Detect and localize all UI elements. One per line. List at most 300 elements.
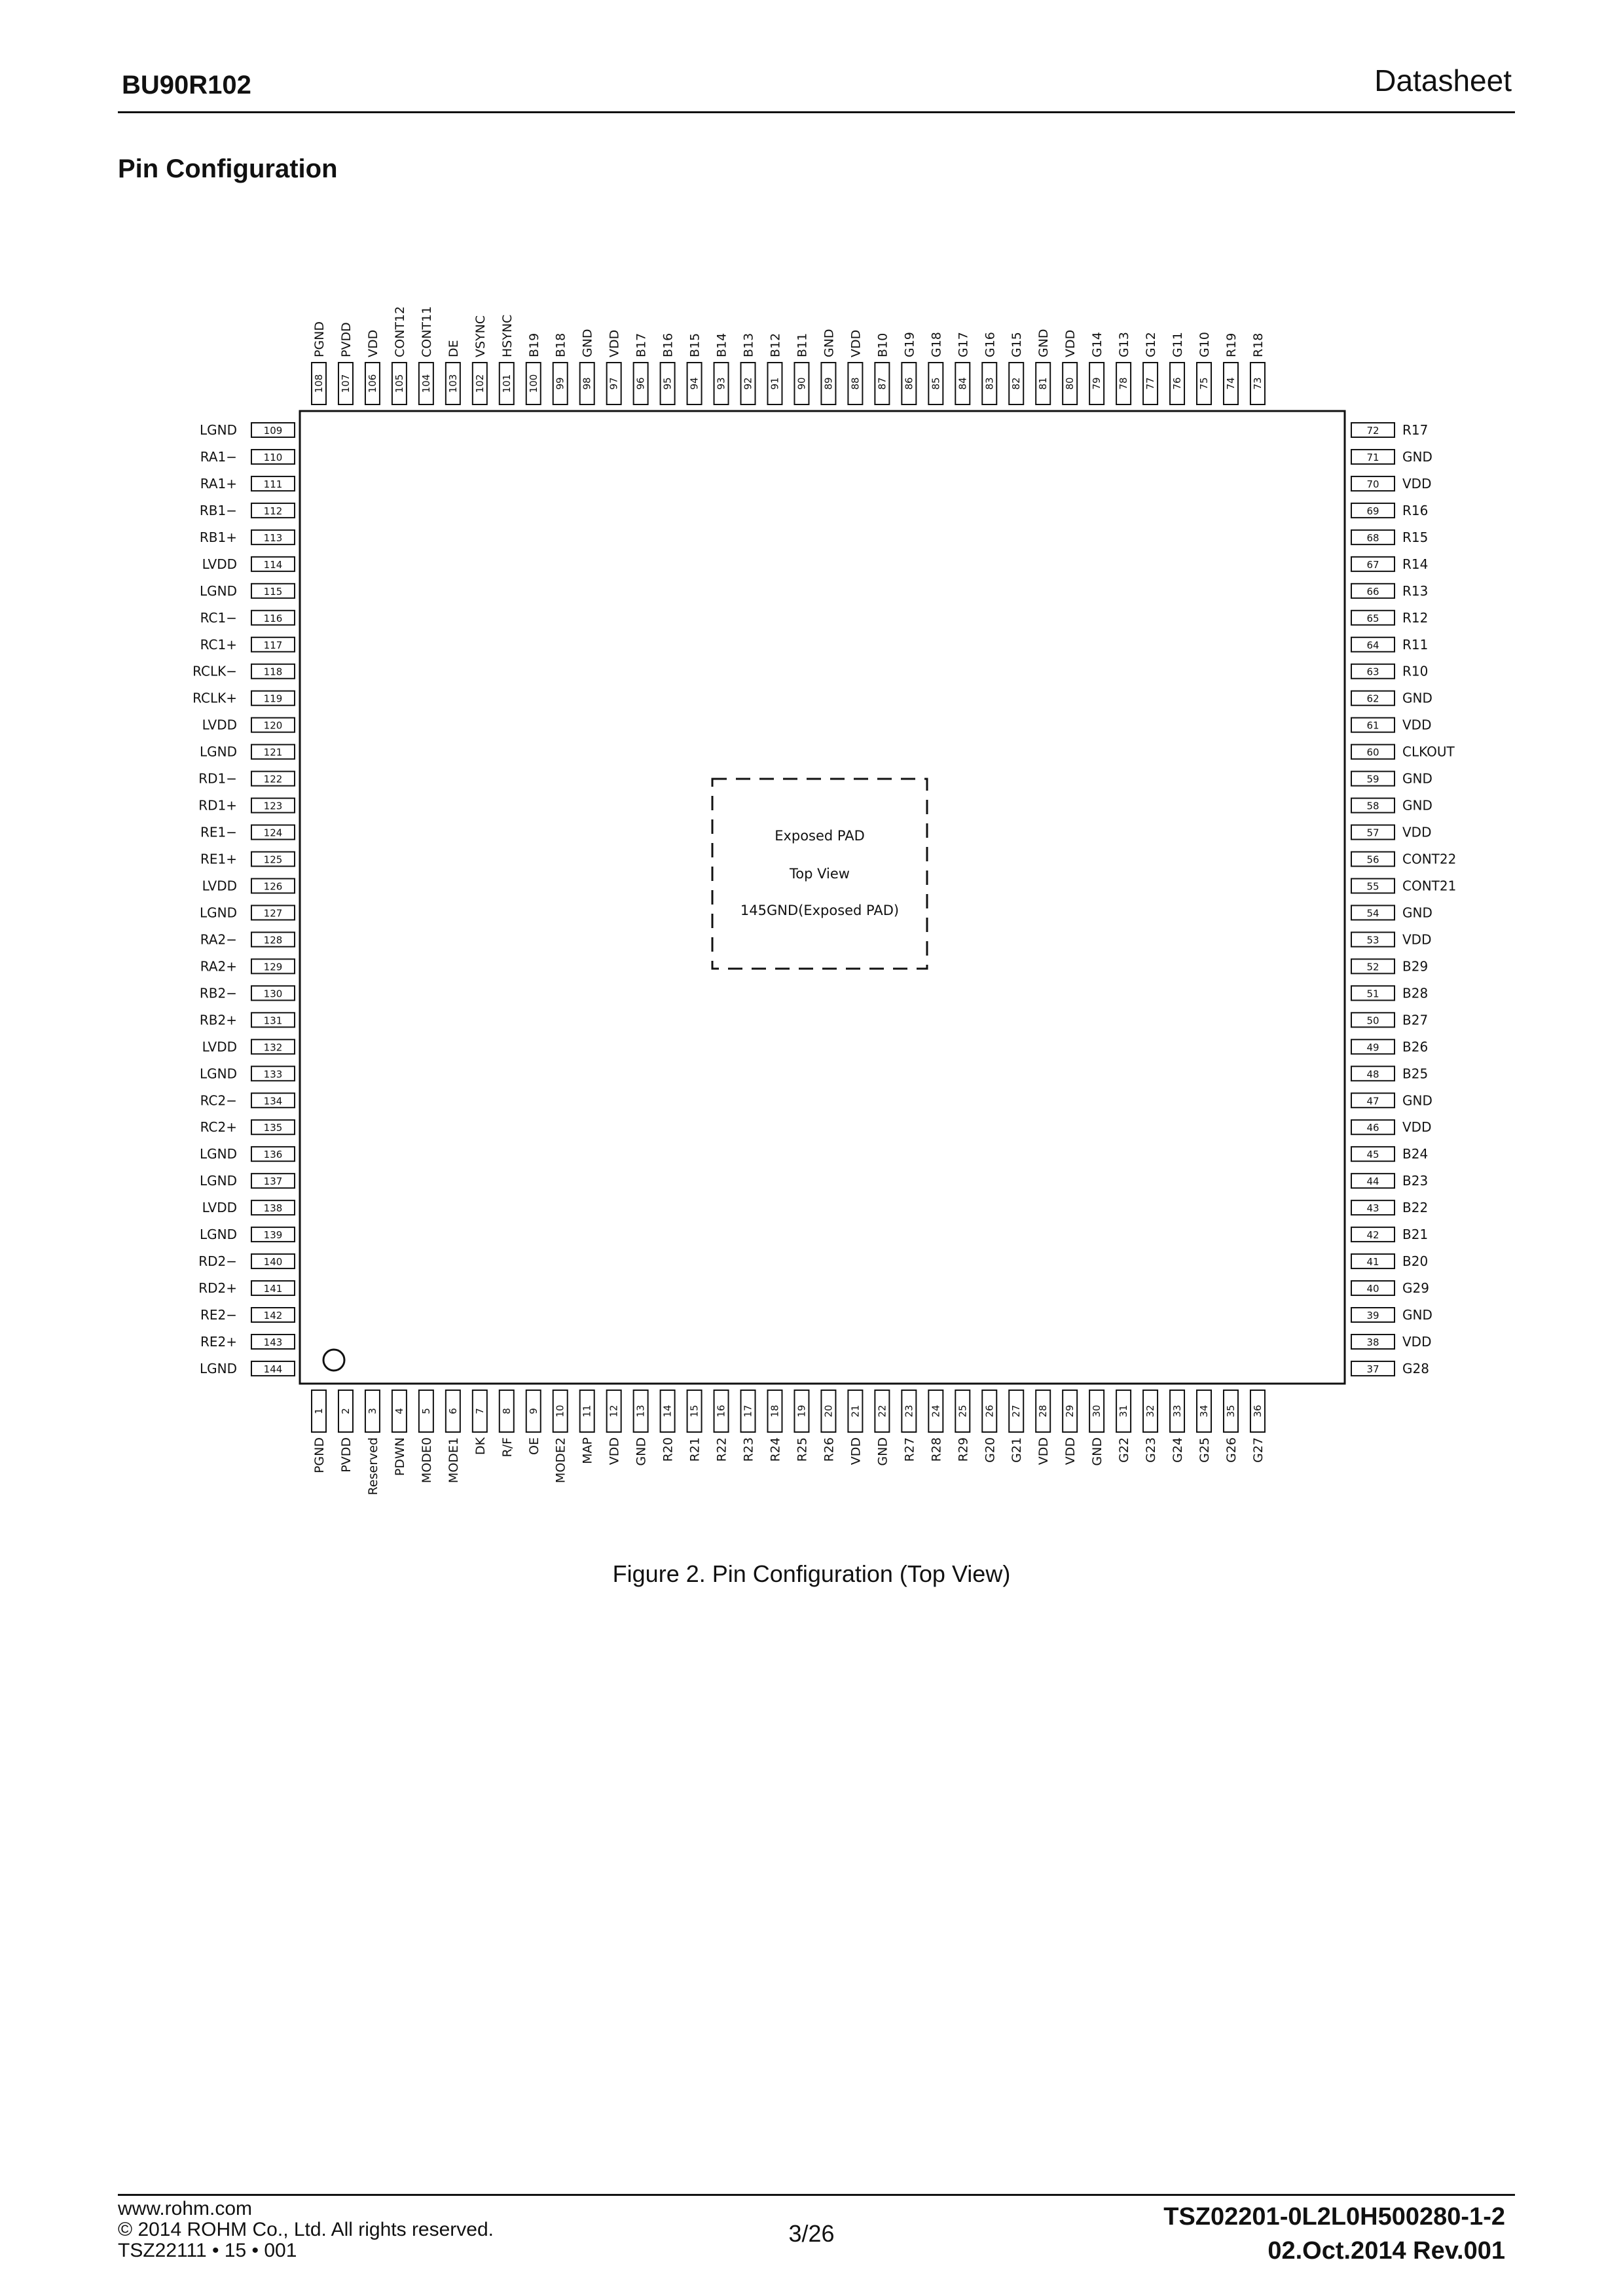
pin-77 [1143, 332, 1158, 404]
pin-name: G25 [1197, 1437, 1213, 1463]
pin-number: 93 [715, 377, 727, 390]
pin-name: PVDD [338, 1437, 354, 1473]
pin-81 [1036, 329, 1051, 404]
pin-90 [794, 333, 809, 404]
pin-name: RB2− [199, 985, 237, 1001]
pin-54 [1351, 905, 1432, 920]
pin-number: 13 [634, 1405, 647, 1418]
pin-59 [1351, 771, 1432, 787]
pin-name: R29 [956, 1437, 971, 1462]
pin-name: B26 [1402, 1039, 1429, 1055]
pin-name: RD1+ [198, 797, 237, 814]
pin-65 [1351, 610, 1428, 626]
pin-number: 108 [313, 374, 325, 393]
pin-number: 88 [849, 377, 862, 390]
pin-number: 24 [930, 1405, 942, 1418]
pin-name: MODE1 [446, 1437, 461, 1484]
pin-number: 129 [263, 961, 283, 973]
pin-64 [1351, 637, 1428, 653]
pin-60 [1351, 744, 1455, 760]
pin-number: 41 [1366, 1256, 1379, 1268]
pin-72 [1351, 422, 1428, 438]
pin-number: 27 [1010, 1405, 1023, 1418]
pin-number: 84 [957, 377, 969, 390]
pin-134 [200, 1092, 295, 1108]
pin-42 [1351, 1227, 1428, 1242]
pin-49 [1351, 1039, 1428, 1054]
pin-number: 3 [366, 1408, 378, 1414]
pin-56 [1351, 852, 1456, 867]
pin-name: GND [634, 1437, 649, 1466]
pin-number: 73 [1251, 377, 1264, 390]
pin-1 [312, 1390, 327, 1473]
pin-number: 43 [1366, 1202, 1379, 1215]
pin-35 [1224, 1390, 1239, 1463]
pin-name: R/F [500, 1437, 515, 1458]
pin-name: LVDD [202, 1200, 237, 1216]
pin-78 [1116, 332, 1131, 404]
pin-name: VDD [1402, 824, 1432, 840]
doc-number: TSZ02201-0L2L0H500280-1-2 [1163, 2203, 1505, 2231]
pin-99 [553, 333, 568, 404]
pin-111 [200, 476, 295, 492]
pin-3 [365, 1390, 380, 1495]
pin-name: B10 [875, 332, 890, 357]
pin-number: 103 [447, 374, 459, 393]
pin-6 [446, 1390, 461, 1483]
pin-51 [1351, 985, 1428, 1001]
pin-name: G12 [1144, 332, 1159, 357]
pin-number: 31 [1118, 1405, 1130, 1418]
pin-name: R10 [1402, 663, 1429, 679]
pin-name: R26 [822, 1437, 837, 1462]
pin-45 [1351, 1146, 1428, 1162]
pin-name: VDD [1063, 329, 1078, 357]
pin-number: 123 [263, 800, 283, 812]
pin-name: R27 [902, 1437, 917, 1462]
pin-98 [580, 329, 595, 404]
pin-37 [1351, 1361, 1429, 1376]
pin-number: 26 [983, 1405, 996, 1418]
pin-9 [526, 1390, 541, 1455]
pin-number: 140 [263, 1256, 283, 1268]
pin-14 [661, 1390, 676, 1462]
pin-23 [902, 1390, 917, 1462]
pin-number: 29 [1064, 1405, 1076, 1418]
pin-119 [192, 691, 295, 706]
pin-number: 15 [688, 1405, 701, 1418]
pin-number: 83 [983, 377, 996, 390]
pin-name: G22 [1117, 1437, 1132, 1463]
pin-number: 18 [769, 1405, 781, 1418]
pin-96 [634, 333, 649, 404]
pin-17 [741, 1390, 756, 1462]
pin-26 [982, 1390, 997, 1463]
pin-number: 61 [1366, 719, 1379, 732]
pin-58 [1351, 798, 1432, 814]
pin-name: PVDD [338, 322, 354, 357]
pin-75 [1197, 332, 1212, 404]
pin-number: 44 [1366, 1175, 1379, 1188]
pin-40 [1351, 1280, 1429, 1296]
pin-122 [198, 771, 295, 787]
pin-name: GND [875, 1437, 890, 1466]
pin-name: B12 [768, 332, 783, 357]
pin-number: 89 [822, 377, 835, 390]
pin-number: 91 [769, 377, 781, 390]
pin-name: R23 [741, 1437, 756, 1462]
pin-name: GND [1402, 448, 1432, 465]
pin-number: 30 [1091, 1405, 1103, 1418]
pin-name: RE1+ [200, 851, 237, 867]
pin-number: 139 [263, 1229, 283, 1242]
pin-name: B14 [714, 332, 729, 357]
pin-142 [200, 1307, 295, 1323]
pin-name: G17 [956, 332, 971, 357]
pin-number: 54 [1366, 907, 1379, 920]
pin-number: 55 [1366, 880, 1379, 893]
pin-number: 135 [263, 1122, 283, 1134]
pin-number: 46 [1366, 1122, 1379, 1134]
pin-number: 110 [263, 451, 283, 463]
pin-name: G16 [983, 332, 998, 357]
pin-137 [200, 1173, 295, 1189]
pin-number: 111 [263, 478, 283, 490]
pin-number: 51 [1366, 988, 1379, 1000]
pin-number: 8 [500, 1408, 513, 1414]
pin-144 [200, 1361, 295, 1376]
pin-number: 62 [1366, 692, 1379, 705]
pin-name: R14 [1402, 556, 1429, 572]
pin-133 [200, 1066, 295, 1081]
pins-bottom-group [312, 1390, 1266, 1495]
pin-name: CONT22 [1402, 851, 1457, 867]
pin-100 [526, 333, 541, 404]
pin-name: B16 [661, 332, 676, 357]
pin-name: G14 [1090, 332, 1105, 357]
pin-name: VSYNC [473, 315, 488, 357]
pin-33 [1170, 1390, 1185, 1463]
pin-name: R17 [1402, 422, 1429, 438]
pin-name: LVDD [202, 556, 237, 572]
pin-87 [875, 333, 890, 404]
pin-number: 65 [1366, 612, 1379, 624]
pin-12 [607, 1390, 622, 1465]
pin-name: GND [1402, 905, 1432, 921]
pin-22 [875, 1390, 890, 1466]
pin-number: 38 [1366, 1336, 1379, 1348]
pin-number: 42 [1366, 1229, 1379, 1242]
pin-71 [1351, 449, 1432, 465]
pin-number: 7 [473, 1408, 486, 1414]
pin-number: 25 [957, 1405, 969, 1418]
pin-97 [607, 330, 622, 404]
pin-name: R15 [1402, 529, 1429, 545]
pin-name: RD2− [198, 1253, 237, 1270]
pin-70 [1351, 476, 1431, 492]
pin-number: 120 [263, 719, 283, 732]
pin-number: 137 [263, 1175, 283, 1188]
pin-128 [200, 931, 295, 947]
pin-number: 78 [1118, 377, 1130, 390]
pin-86 [902, 332, 917, 404]
pin-name: RD2+ [198, 1280, 237, 1297]
pin-number: 124 [263, 827, 283, 839]
pin-38 [1351, 1334, 1431, 1350]
pin-name: VDD [607, 1437, 622, 1465]
ic-package-body [300, 411, 1345, 1384]
pin-number: 40 [1366, 1283, 1379, 1295]
pin-91 [767, 333, 782, 404]
pin-name: RE1− [200, 824, 237, 840]
pin-name: CONT11 [419, 306, 434, 357]
pin-name: G10 [1197, 332, 1213, 357]
pin-127 [200, 905, 295, 920]
pin-73 [1250, 333, 1266, 404]
pin-41 [1351, 1253, 1428, 1269]
pin-number: 9 [527, 1408, 539, 1414]
pin-name: B29 [1402, 958, 1429, 975]
pin-name: R28 [929, 1437, 944, 1462]
pin-106 [365, 330, 380, 404]
pin-name: B15 [687, 332, 702, 357]
pin-name: MAP [580, 1437, 595, 1464]
pin-name: G20 [983, 1437, 998, 1463]
pin-31 [1116, 1390, 1131, 1463]
pin-name: RA1− [200, 448, 237, 465]
pin-69 [1351, 503, 1428, 518]
pin-name: HSYNC [500, 314, 515, 357]
pin-name: VDD [1402, 475, 1432, 492]
pin-number: 141 [263, 1283, 283, 1295]
pin-4 [392, 1390, 407, 1476]
pin-number: 23 [903, 1405, 915, 1418]
pin-name: B24 [1402, 1146, 1429, 1162]
pin-name: RC2− [200, 1092, 237, 1109]
pin-113 [200, 529, 295, 545]
pin-name: MODE0 [419, 1437, 434, 1484]
pin-name: RA2+ [200, 958, 237, 975]
pin-name: G28 [1402, 1360, 1429, 1376]
pin-20 [821, 1390, 836, 1462]
pin-number: 105 [393, 374, 405, 393]
pin-number: 60 [1366, 746, 1379, 759]
pin-number: 48 [1366, 1068, 1379, 1081]
pin-name: RC2+ [200, 1119, 237, 1136]
pins-top-group [312, 306, 1266, 404]
pin-number: 122 [263, 773, 283, 785]
pin-number: 53 [1366, 934, 1379, 946]
pin-number: 45 [1366, 1149, 1379, 1161]
pin-50 [1351, 1012, 1428, 1028]
pin-name: RCLK+ [192, 690, 237, 706]
pin-number: 92 [742, 377, 754, 390]
pin-number: 63 [1366, 666, 1379, 678]
pin-number: 116 [263, 612, 283, 624]
pin-name: GND [1090, 1437, 1105, 1466]
pin-name: G29 [1402, 1280, 1429, 1297]
pin-126 [202, 878, 295, 893]
pin-80 [1063, 330, 1078, 404]
pin-141 [198, 1280, 295, 1296]
pin-name: B22 [1402, 1200, 1429, 1216]
pin-name: G11 [1171, 332, 1186, 357]
pin-18 [767, 1390, 782, 1462]
pin-name: RC1− [200, 609, 237, 626]
pin-number: 5 [420, 1408, 432, 1414]
pin-number: 14 [661, 1405, 674, 1418]
pin-name: G18 [929, 332, 944, 357]
pin-110 [200, 449, 295, 465]
footer-url[interactable]: www.rohm.com [118, 2198, 253, 2219]
pin-number: 143 [263, 1336, 283, 1348]
pin-44 [1351, 1173, 1428, 1189]
pin-32 [1143, 1390, 1158, 1463]
pin-85 [928, 332, 943, 404]
pin-number: 75 [1198, 377, 1211, 390]
pin-47 [1351, 1092, 1432, 1108]
pin-name: MODE2 [553, 1437, 568, 1484]
pin-number: 107 [339, 374, 352, 393]
pin-109 [200, 422, 295, 438]
pin-number: 66 [1366, 585, 1379, 598]
exposed-pad-view-label: Top View [790, 866, 850, 882]
pin-name: RC1+ [200, 636, 237, 653]
pin-number: 100 [527, 374, 539, 393]
footer-form-code: TSZ22111 • 15 • 001 [118, 2240, 297, 2261]
pin-name: GND [1402, 1307, 1432, 1323]
pin-name: RE2+ [200, 1333, 237, 1350]
pin-34 [1197, 1390, 1212, 1463]
pin-number: 36 [1251, 1405, 1264, 1418]
pin-name: DK [473, 1437, 488, 1456]
pin-94 [687, 333, 702, 404]
pin-name: G27 [1250, 1437, 1266, 1463]
pin-number: 97 [608, 377, 620, 390]
pin-10 [553, 1390, 568, 1483]
pin-66 [1351, 583, 1428, 599]
pin-number: 128 [263, 934, 283, 946]
pin-name: VDD [848, 1437, 864, 1465]
pin-number: 98 [581, 377, 593, 390]
pin-24 [928, 1390, 943, 1462]
pin-102 [473, 315, 488, 404]
pin-number: 74 [1224, 377, 1237, 390]
pin-number: 99 [554, 377, 566, 390]
pin-135 [200, 1119, 295, 1135]
pin-name: B18 [553, 332, 568, 357]
pin-132 [202, 1039, 295, 1054]
pin-name: GND [580, 329, 595, 357]
pin-name: GND [1036, 329, 1051, 357]
pin-name: RA2− [200, 931, 237, 948]
pin-number: 17 [742, 1405, 754, 1418]
pin-number: 72 [1366, 425, 1379, 437]
pin-107 [338, 322, 354, 404]
pin-25 [955, 1390, 970, 1462]
pin-62 [1351, 691, 1432, 706]
pin-61 [1351, 717, 1431, 733]
pin-number: 115 [263, 585, 283, 598]
pin-114 [202, 556, 295, 572]
pin-number: 58 [1366, 800, 1379, 812]
pin-88 [848, 330, 863, 404]
pin-39 [1351, 1307, 1432, 1323]
pin-108 [312, 321, 327, 404]
pin-123 [198, 798, 295, 814]
pin-number: 134 [263, 1095, 283, 1107]
pin-number: 121 [263, 746, 283, 759]
pin-name: G15 [1010, 332, 1025, 357]
pin-name: CONT21 [1402, 878, 1457, 894]
pin-19 [794, 1390, 809, 1462]
pin-143 [200, 1334, 295, 1350]
pin-7 [473, 1390, 488, 1455]
pin-name: LGND [199, 422, 237, 438]
pin-number: 144 [263, 1363, 283, 1375]
pin-number: 101 [500, 374, 513, 393]
pin-name: VDD [1063, 1437, 1078, 1465]
pin-103 [446, 340, 461, 404]
pin-number: 90 [795, 377, 808, 390]
pin-name: B23 [1402, 1173, 1429, 1189]
pin-21 [848, 1390, 863, 1465]
pin-number: 34 [1198, 1405, 1211, 1418]
pin-83 [982, 332, 997, 404]
pin-name: G13 [1117, 332, 1132, 357]
pin-number: 117 [263, 639, 283, 651]
pin-number: 94 [688, 377, 701, 390]
pin-name: RB2+ [199, 1012, 237, 1028]
pin-name: VDD [1402, 1119, 1432, 1136]
pin-number: 64 [1366, 639, 1379, 651]
pin-name: RA1+ [200, 475, 237, 492]
pin-name: R21 [687, 1437, 702, 1462]
pin-name: R24 [768, 1437, 783, 1462]
pin-name: GND [1402, 1092, 1432, 1109]
pin-name: B11 [795, 332, 810, 357]
pin-53 [1351, 931, 1431, 947]
pin-number: 37 [1366, 1363, 1379, 1375]
doc-date-revision: 02.Oct.2014 Rev.001 [1267, 2237, 1505, 2265]
pin-name: RB1− [199, 502, 237, 518]
pin-number: 71 [1366, 451, 1379, 463]
pin-number: 114 [263, 558, 283, 571]
pin-52 [1351, 958, 1428, 974]
pin-name: LVDD [202, 1039, 237, 1055]
pin-118 [192, 664, 295, 679]
pin-name: B21 [1402, 1227, 1429, 1243]
pin-105 [392, 306, 407, 404]
pin-number: 47 [1366, 1095, 1379, 1107]
pin-92 [741, 333, 756, 404]
pin-13 [634, 1390, 649, 1466]
pin-number: 32 [1144, 1405, 1157, 1418]
pin-name: VDD [607, 329, 622, 357]
pin-name: PGND [312, 1437, 327, 1474]
pin-55 [1351, 878, 1456, 893]
pin-number: 102 [473, 374, 486, 393]
pin-name: B28 [1402, 985, 1429, 1001]
pin-number: 133 [263, 1068, 283, 1081]
pin-48 [1351, 1066, 1428, 1081]
footer-copyright: © 2014 ROHM Co., Ltd. All rights reserved. [118, 2219, 494, 2240]
pin-number: 19 [795, 1405, 808, 1418]
pin-116 [200, 610, 295, 626]
pin-name: LVDD [202, 878, 237, 894]
section-title: Pin Configuration [118, 154, 338, 183]
pin-name: R13 [1402, 583, 1429, 599]
